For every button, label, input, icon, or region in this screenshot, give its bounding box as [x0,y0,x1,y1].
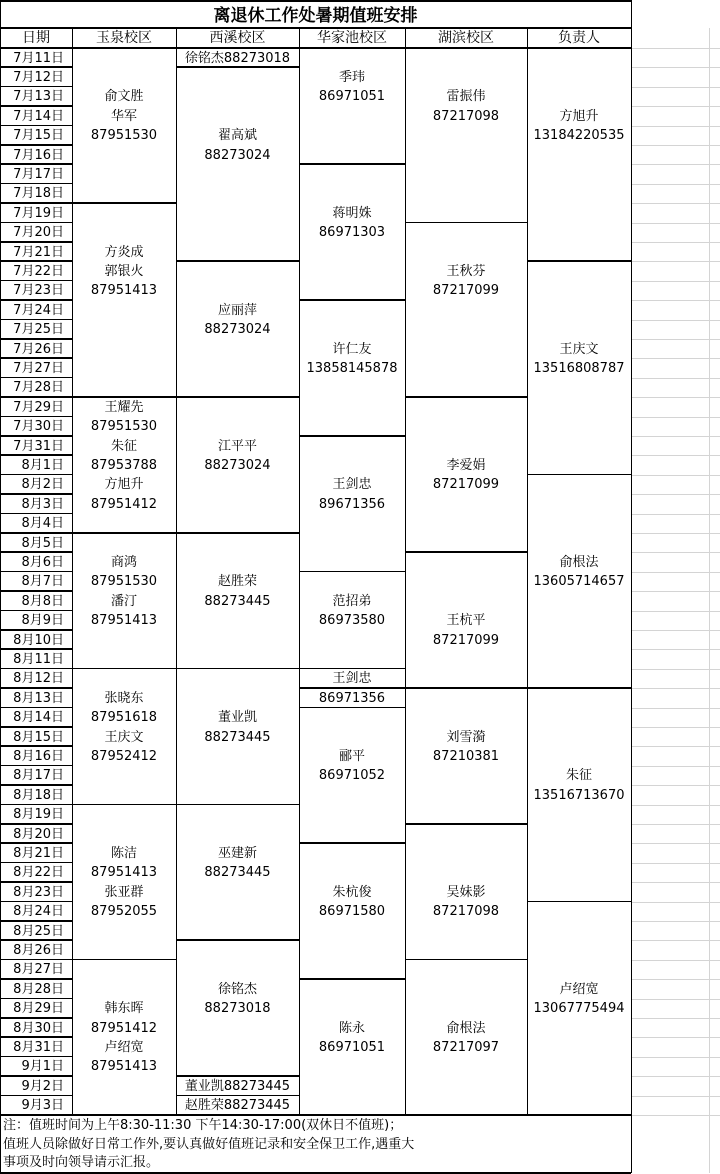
date-cell: 9月1日 [21,1059,64,1075]
border-line [72,804,176,806]
date-cell: 7月20日 [13,225,64,241]
yuquan-duty-text: 87951530 [90,574,158,590]
date-cell: 7月11日 [13,50,64,66]
leader-duty-text: 13067775494 [533,1001,625,1017]
grid-line [631,785,720,786]
huajiachi-duty-text: 86971051 [318,89,386,105]
border-line [176,396,299,398]
grid-line [631,48,720,49]
grid-line [631,475,720,476]
grid-line [631,436,720,437]
date-cell: 8月24日 [13,904,64,920]
xixi-duty-text: 88273018 [204,1001,271,1017]
border-line [299,571,405,573]
date-cell: 8月5日 [21,535,64,551]
grid-line [631,727,720,728]
grid-line [631,824,720,825]
yuquan-duty-text: 87951413 [90,1059,158,1075]
grid-line [631,397,720,398]
grid-line [631,533,720,534]
border-line [0,1114,631,1116]
grid-line [631,999,720,1000]
column-header: 华家池校区 [317,29,387,46]
border-line [405,823,527,825]
border-line [299,978,405,980]
date-cell: 7月25日 [13,322,64,338]
column-header: 玉泉校区 [96,29,152,46]
border-line [527,28,529,1115]
yuquan-duty-text: 郭银火 [104,263,144,279]
date-cell: 8月26日 [13,942,64,958]
grid-line [631,766,720,767]
date-cell: 7月26日 [13,341,64,357]
date-cell: 9月3日 [21,1098,64,1114]
date-cell: 7月19日 [13,205,64,221]
date-cell: 8月21日 [13,845,64,861]
date-cell: 7月18日 [13,186,64,202]
date-cell: 8月23日 [13,884,64,900]
column-header: 湖滨校区 [438,29,494,46]
huajiachi-duty-text: 许仁友 [332,341,372,357]
border-line [176,668,299,670]
grid-line [631,339,720,340]
xixi-duty-text: 88273445 [204,729,271,745]
huajiachi-duty-text: 86971580 [318,904,386,920]
grid-line [631,611,720,612]
yuquan-duty-text: 87952055 [90,904,158,920]
border-line [176,804,299,806]
grid-line [631,145,720,146]
date-cell: 8月17日 [13,768,64,784]
grid-line [631,1018,720,1019]
huajiachi-duty-text: 范招弟 [332,593,372,609]
grid-line [631,300,720,301]
grid-line [631,106,720,107]
yuquan-duty-text: 方旭升 [104,477,144,493]
grid-line [631,261,720,262]
date-cell: 8月8日 [21,593,64,609]
grid-line [631,572,720,573]
grid-line [631,940,720,941]
grid-line [631,902,720,903]
border-line [527,901,631,903]
xixi-duty-text: 翟高斌 [217,128,257,144]
date-cell: 7月28日 [13,380,64,396]
yuquan-duty-text: 87953788 [90,457,158,473]
grid-line [631,708,720,709]
date-cell: 8月13日 [13,690,64,706]
grid-line [631,358,720,359]
date-cell: 7月21日 [13,244,64,260]
yuquan-duty-text: 华军 [110,108,137,124]
hubin-duty-text: 雷振伟 [446,89,486,105]
grid-line [631,494,720,495]
date-cell: 8月7日 [21,574,64,590]
yuquan-duty-text: 87951530 [90,419,158,435]
grid-line [631,882,720,883]
date-cell: 7月12日 [13,69,64,85]
yuquan-duty-text: 87951413 [90,865,158,881]
page-title: 离退休工作处暑期值班安排 [213,6,418,26]
date-cell: 7月29日 [13,399,64,415]
leader-duty-text: 卢绍宽 [559,981,599,997]
huajiachi-duty-text: 朱杭俊 [332,884,372,900]
huajiachi-duty-text: 86971051 [318,1039,386,1055]
border-line [405,396,527,398]
huajiachi-duty-text: 86971356 [318,690,386,706]
leader-duty-text: 13184220535 [533,128,625,144]
hubin-duty-text: 87217099 [432,632,500,648]
huajiachi-duty-text: 86971303 [318,225,386,241]
note-line: 事项及时向领导请示汇报。 [3,1155,160,1170]
grid-line [631,184,720,185]
date-cell: 8月3日 [21,496,64,512]
border-line [72,202,176,204]
date-cell: 7月30日 [13,419,64,435]
border-line [405,551,527,553]
yuquan-duty-text: 陈洁 [110,845,137,861]
grid-line [631,126,720,127]
huajiachi-duty-text: 89671356 [318,496,386,512]
leader-duty-text: 13516808787 [533,360,625,376]
yuquan-duty-text: 87951618 [90,710,158,726]
date-cell: 8月30日 [13,1020,64,1036]
yuquan-duty-text: 87951413 [90,283,158,299]
yuquan-duty-text: 俞文胜 [104,89,144,105]
xixi-duty-text: 88273445 [204,865,271,881]
yuquan-duty-text: 朱征 [110,438,137,454]
leader-duty-text: 13605714657 [533,574,625,590]
xixi-duty-text: 应丽萍 [217,302,257,318]
leader-duty-text: 朱征 [565,768,592,784]
border-line [405,222,527,224]
date-cell: 8月28日 [13,981,64,997]
date-cell: 8月25日 [13,923,64,939]
grid-line [709,28,710,1173]
grid-line [631,1037,720,1038]
date-cell: 7月15日 [13,128,64,144]
huajiachi-duty-text: 蒋明姝 [332,205,372,221]
border-line [527,687,631,689]
date-cell: 7月22日 [13,263,64,279]
xixi-duty-text: 88273024 [204,322,271,338]
yuquan-duty-text: 张亚群 [104,884,144,900]
border-line [72,959,176,961]
hubin-duty-text: 87217099 [432,477,500,493]
xixi-duty-text: 88273024 [204,147,271,163]
date-cell: 8月12日 [13,671,64,687]
hubin-duty-text: 87217099 [432,283,500,299]
hubin-duty-text: 87217098 [432,108,500,124]
grid-line [631,979,720,980]
hubin-duty-text: 刘雪漪 [446,729,486,745]
grid-line [631,1115,720,1116]
huajiachi-duty-text: 13858145878 [306,360,398,376]
border-line [299,163,405,165]
grid-line [631,960,720,961]
leader-duty-text: 王庆文 [559,341,599,357]
column-header: 日期 [22,29,50,46]
hubin-duty-text: 俞根法 [446,1020,486,1036]
xixi-duty-text: 董业凯88273445 [184,1078,291,1094]
date-cell: 8月9日 [21,613,64,629]
grid-line [631,223,720,224]
grid-line [631,630,720,631]
grid-line [631,669,720,670]
yuquan-duty-text: 方炎成 [104,244,144,260]
grid-line [631,281,720,282]
border-line [176,532,299,534]
yuquan-duty-text: 87951413 [90,613,158,629]
date-cell: 8月27日 [13,962,64,978]
leader-duty-text: 俞根法 [559,554,599,570]
date-cell: 8月22日 [13,865,64,881]
grid-line [631,1096,720,1097]
grid-line [631,417,720,418]
grid-line [631,87,720,88]
yuquan-duty-text: 张晓东 [104,690,144,706]
yuquan-duty-text: 商鸿 [110,554,137,570]
huajiachi-duty-text: 季玮 [338,69,365,85]
xixi-duty-text: 赵胜荣 [217,574,257,590]
border-line [299,435,405,437]
border-line [299,28,301,1115]
xixi-duty-text: 巫建新 [217,845,257,861]
hubin-duty-text: 吴妹影 [446,884,486,900]
xixi-duty-text: 江平平 [217,438,257,454]
leader-duty-text: 方旭升 [559,108,599,124]
date-cell: 8月6日 [21,554,64,570]
yuquan-duty-text: 潘汀 [110,593,137,609]
date-cell: 7月23日 [13,283,64,299]
border-line [299,842,405,844]
grid-line [631,67,720,68]
grid-line [631,164,720,165]
date-cell: 8月31日 [13,1039,64,1055]
border-line [405,959,527,961]
huajiachi-duty-text: 王剑忠 [332,477,372,493]
grid-line [631,455,720,456]
grid-line [631,863,720,864]
date-cell: 8月4日 [21,516,64,532]
column-header: 西溪校区 [209,29,266,46]
grid-line [631,203,720,204]
date-cell: 7月27日 [13,360,64,376]
date-cell: 8月29日 [13,1001,64,1017]
grid-line [631,378,720,379]
date-cell: 7月24日 [13,302,64,318]
hubin-duty-text: 王秋芬 [446,263,486,279]
date-cell: 8月11日 [13,651,64,667]
border-line [72,668,176,670]
hubin-duty-text: 87217097 [432,1039,500,1055]
border-line [631,0,633,1173]
border-line [405,687,527,689]
border-line [527,474,631,476]
hubin-duty-text: 87210381 [432,748,500,764]
border-line [72,532,176,534]
date-cell: 7月31日 [13,438,64,454]
grid-line [631,242,720,243]
hubin-duty-text: 87217098 [432,904,500,920]
xixi-duty-text: 徐铭杰88273018 [184,50,291,66]
xixi-duty-text: 赵胜荣88273445 [184,1098,291,1114]
xixi-duty-text: 徐铭杰 [217,981,257,997]
date-cell: 7月13日 [13,89,64,105]
date-cell: 7月17日 [13,166,64,182]
date-cell: 8月1日 [21,457,64,473]
xixi-duty-text: 88273024 [204,457,271,473]
yuquan-duty-text: 卢绍宽 [104,1039,144,1055]
note-line: 值班人员除做好日常工作外,要认真做好值班记录和安全保卫工作,遇重大 [3,1136,415,1152]
border-line [527,260,631,262]
border-line [72,28,74,1115]
yuquan-duty-text: 王庆文 [104,729,144,745]
huajiachi-duty-text: 郦平 [338,748,365,764]
huajiachi-duty-text: 86973580 [318,613,386,629]
column-header: 负责人 [558,29,600,46]
grid-line [631,552,720,553]
border-line [176,260,299,262]
border-line [299,299,405,301]
yuquan-duty-text: 87951530 [90,128,158,144]
border-line [176,66,299,68]
grid-line [631,320,720,321]
grid-line [631,514,720,515]
date-cell: 8月14日 [13,710,64,726]
border-line [0,1172,631,1174]
date-cell: 8月10日 [13,632,64,648]
border-line [176,939,299,941]
date-cell: 7月16日 [13,147,64,163]
leader-duty-text: 13516713670 [533,787,625,803]
hubin-duty-text: 李爱娟 [446,457,486,473]
xixi-duty-text: 88273445 [204,593,271,609]
date-cell: 8月2日 [21,477,64,493]
xixi-duty-text: 董业凯 [217,710,257,726]
date-cell: 7月14日 [13,108,64,124]
huajiachi-duty-text: 86971052 [318,768,386,784]
yuquan-duty-text: 87951412 [90,1020,158,1036]
date-cell: 8月18日 [13,787,64,803]
grid-line [631,805,720,806]
border-line [299,707,405,709]
grid-line [631,746,720,747]
grid-line [631,921,720,922]
grid-line [631,1076,720,1077]
yuquan-duty-text: 王耀先 [104,399,144,415]
note-line: 注：值班时间为上午8:30-11:30 下午14:30-17:00(双休日不值班)； [3,1118,403,1133]
huajiachi-duty-text: 陈永 [338,1020,365,1036]
date-cell: 9月2日 [21,1078,64,1094]
grid-line [631,591,720,592]
yuquan-duty-text: 87951412 [90,496,158,512]
date-cell: 8月15日 [13,729,64,745]
date-cell: 8月16日 [13,748,64,764]
grid-line [631,688,720,689]
hubin-duty-text: 王杭平 [446,613,486,629]
date-cell: 8月20日 [13,826,64,842]
grid-line [631,1057,720,1058]
date-cell: 8月19日 [13,807,64,823]
border-line [176,28,178,1115]
grid-line [631,649,720,650]
yuquan-duty-text: 87952412 [90,748,158,764]
border-line [405,28,407,1115]
huajiachi-duty-text: 王剑忠 [332,671,372,687]
yuquan-duty-text: 韩东晖 [104,1001,144,1017]
grid-line [631,843,720,844]
